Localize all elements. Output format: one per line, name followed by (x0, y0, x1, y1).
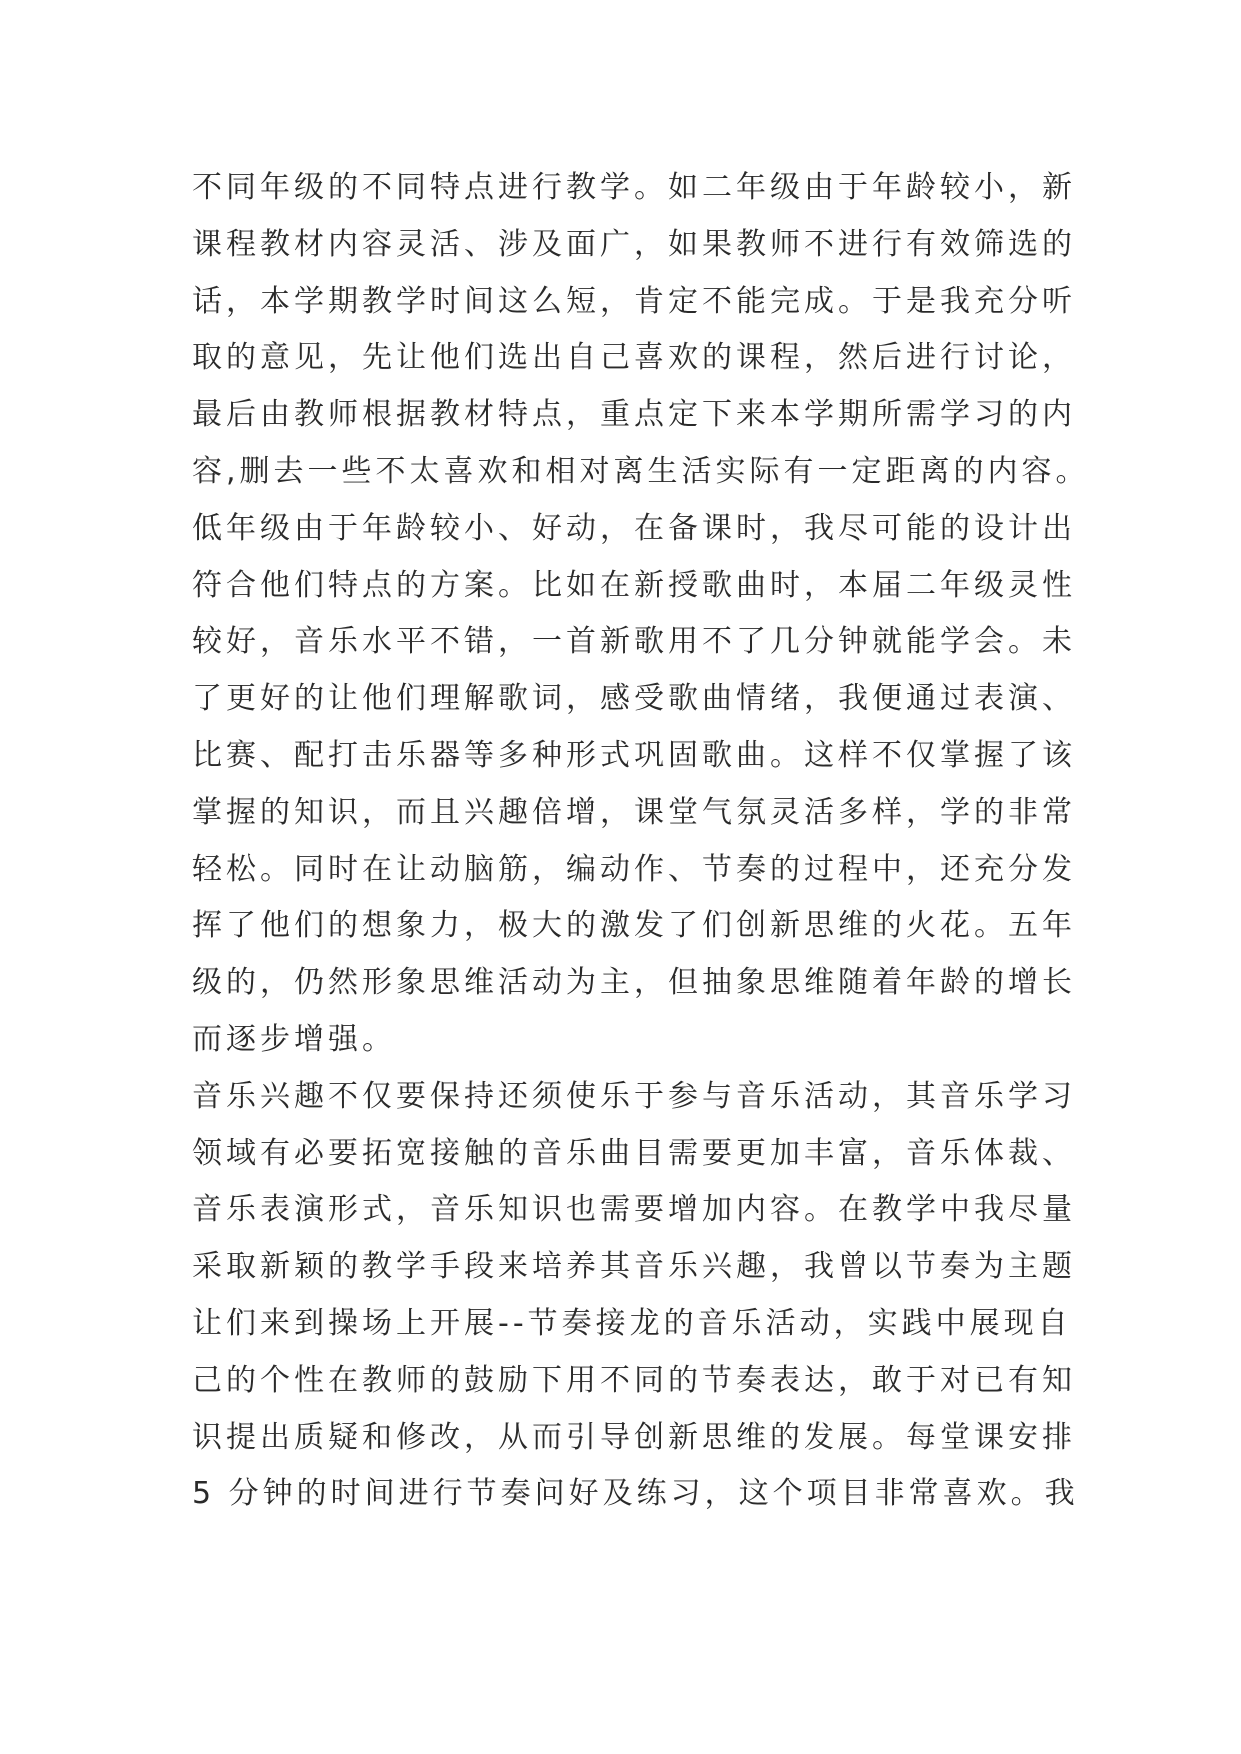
text-line: 己的个性在教师的鼓励下用不同的节奏表达，敢于对已有知 (192, 1362, 1076, 1398)
text-line: 让们来到操场上开展--节奏接龙的音乐活动，实践中展现自 (192, 1305, 1072, 1341)
text-line: 级的，仍然形象思维活动为主，但抽象思维随着年龄的增长 (192, 965, 1076, 1001)
text-line: 符合他们特点的方案。比如在新授歌曲时，本届二年级灵性 (192, 567, 1076, 603)
text-line: 5 分钟的时间进行节奏问好及练习，这个项目非常喜欢。我 (192, 1476, 1079, 1512)
text-line: 识提出质疑和修改，从而引导创新思维的发展。每堂课安排 (192, 1419, 1076, 1455)
text-line: 最后由教师根据教材特点，重点定下来本学期所需学习的内 (192, 397, 1076, 433)
body-text (192, 160, 1090, 1523)
text-line: 取的意见，先让他们选出自己喜欢的课程，然后进行讨论， (192, 340, 1076, 376)
text-line: 较好，音乐水平不错，一首新歌用不了几分钟就能学会。未 (192, 624, 1076, 660)
text-line: 领域有必要拓宽接触的音乐曲目需要更加丰富，音乐体裁、 (192, 1135, 1076, 1171)
text-line: 采取新颖的教学手段来培养其音乐兴趣，我曾以节奏为主题 (192, 1249, 1076, 1285)
text-line: 低年级由于年龄较小、好动，在备课时，我尽可能的设计出 (192, 510, 1076, 546)
text-line: 容,删去一些不太喜欢和相对离生活实际有一定距离的内容。 (192, 453, 1090, 489)
text-line: 挥了他们的想象力，极大的激发了们创新思维的火花。五年 (192, 908, 1076, 944)
text-line: 轻松。同时在让动脑筋，编动作、节奏的过程中，还充分发 (192, 851, 1076, 887)
text-line: 音乐表演形式，音乐知识也需要增加内容。在教学中我尽量 (192, 1192, 1076, 1228)
text-line: 话，本学期教学时间这么短，肯定不能完成。于是我充分听 (192, 283, 1076, 319)
text-line: 比赛、配打击乐器等多种形式巩固歌曲。这样不仅掌握了该 (192, 737, 1076, 773)
text-line: 课程教材内容灵活、涉及面广，如果教师不进行有效筛选的 (192, 226, 1076, 262)
text-line: 不同年级的不同特点进行教学。如二年级由于年龄较小，新 (192, 170, 1076, 205)
text-line: 掌握的知识，而且兴趣倍增，课堂气氛灵活多样，学的非常 (192, 794, 1076, 830)
text-line: 了更好的让他们理解歌词，感受歌曲情绪，我便通过表演、 (192, 681, 1076, 717)
text-line: 音乐兴趣不仅要保持还须使乐于参与音乐活动，其音乐学习 (192, 1078, 1076, 1114)
text-line: 而逐步增强。 (192, 1021, 396, 1057)
